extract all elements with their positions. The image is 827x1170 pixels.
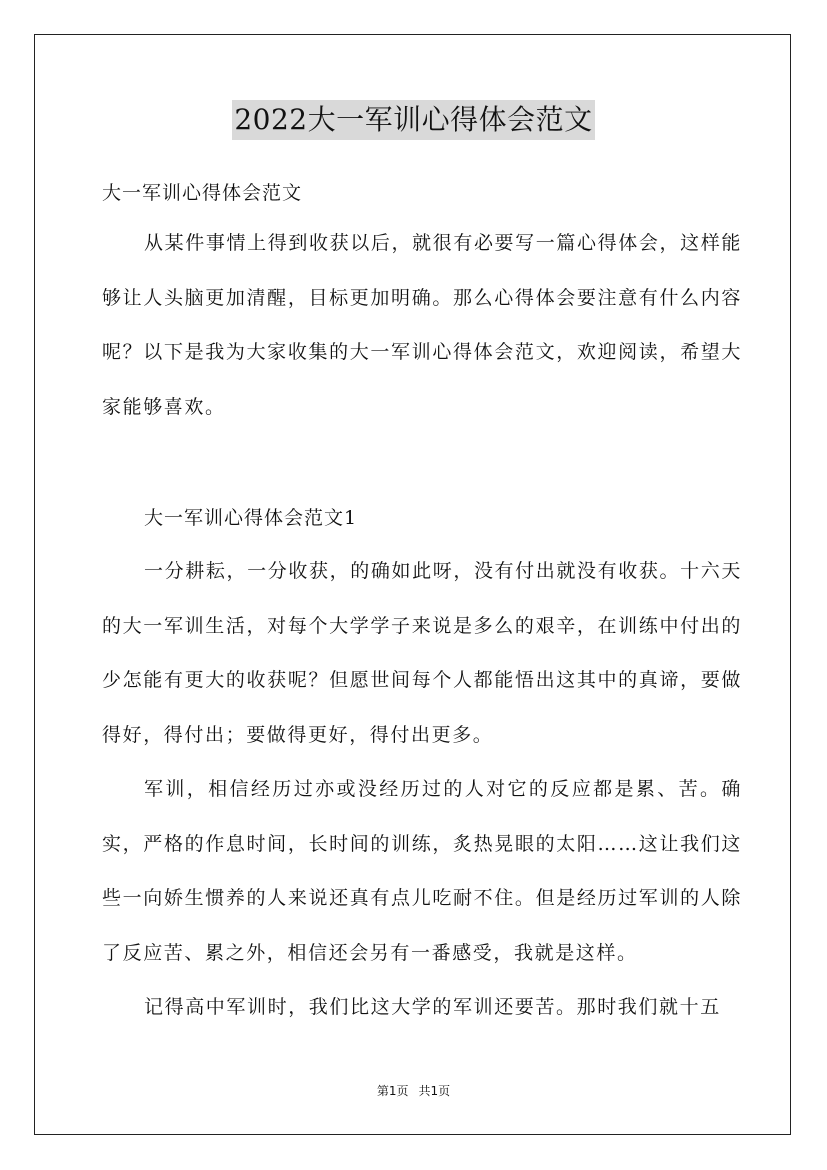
section-heading: 大一军训心得体会范文1 [144, 507, 358, 529]
document-title: 2022大一军训心得体会范文 [232, 100, 594, 140]
body-paragraph-1: 一分耕耘，一分收获，的确如此呀，没有付出就没有收获。十六天的大一军训生活，对每个大学学子来说是多么的艰辛，在训练中付出的少怎能有更大的收获呢？但愿世间每个人都能悟出这其中的真谛，要做得好，得付出；要做得更好，得付出更多。 [102, 560, 742, 746]
body-paragraph-2: 军训，相信经历过亦或没经历过的人对它的反应都是累、苦。确实，严格的作息时间，长时间的训练，炙热晃眼的太阳……这让我们这些一向娇生惯养的人来说还真有点儿吃耐不住。但是经历过军训的人除了反应苦、累之外，相信还会另有一番感受，我就是这样。 [102, 778, 742, 964]
page-footer [0, 1082, 827, 1100]
page-number: 第1页 [376, 1084, 409, 1098]
page-total: 共1页 [418, 1084, 451, 1098]
title-container [0, 100, 827, 140]
body-paragraph-3: 记得高中军训时，我们比这大学的军训还要苦。那时我们就十五 [144, 996, 721, 1018]
intro-paragraph: 从某件事情上得到收获以后，就很有必要写一篇心得体会，这样能够让人头脑更加清醒，目标更加明确。那么心得体会要注意有什么内容呢？以下是我为大家收集的大一军训心得体会范文，欢迎阅读，希望大家能够喜欢。 [102, 232, 742, 418]
document-subtitle: 大一军训心得体会范文 [102, 182, 303, 204]
